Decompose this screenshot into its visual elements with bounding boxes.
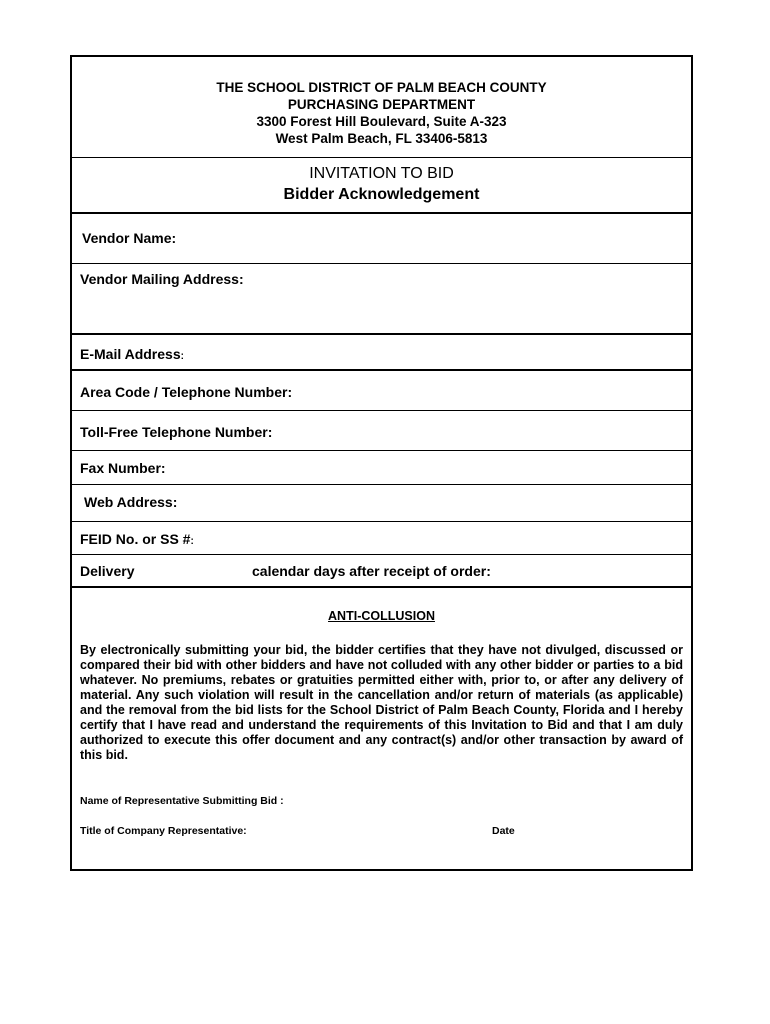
telephone-field[interactable] xyxy=(72,371,691,411)
vendor-name-label: Vendor Name: xyxy=(82,230,177,246)
fax-label: Fax Number: xyxy=(80,460,166,476)
rep-title-label: Title of Company Representative: xyxy=(80,825,247,837)
mailing-address-field[interactable] xyxy=(72,264,691,335)
title-sub: Bidder Acknowledgement xyxy=(283,186,480,203)
form-title xyxy=(72,158,691,214)
toll-free-label: Toll-Free Telephone Number: xyxy=(80,424,273,440)
rep-name-label: Name of Representative Submitting Bid : xyxy=(80,795,284,807)
vendor-name-field[interactable] xyxy=(72,214,691,264)
toll-free-field[interactable] xyxy=(72,411,691,451)
title-main: INVITATION TO BID xyxy=(309,165,454,182)
delivery-label: Delivery xyxy=(80,563,135,579)
fax-field[interactable] xyxy=(72,451,691,485)
web-address-field[interactable] xyxy=(72,485,691,522)
feid-label: FEID No. or SS #: xyxy=(80,531,194,547)
header-district: THE SCHOOL DISTRICT OF PALM BEACH COUNTY xyxy=(216,80,547,95)
form-header xyxy=(72,57,691,158)
telephone-label: Area Code / Telephone Number: xyxy=(80,384,293,400)
delivery-days-label: calendar days after receipt of order: xyxy=(252,563,491,579)
date-label: Date xyxy=(492,825,515,837)
email-label: E-Mail Address: xyxy=(80,346,184,362)
web-address-label: Web Address: xyxy=(84,494,178,510)
email-field[interactable] xyxy=(72,335,691,371)
header-address: 3300 Forest Hill Boulevard, Suite A-323 xyxy=(256,114,507,129)
bid-form xyxy=(70,55,693,871)
mailing-address-label: Vendor Mailing Address: xyxy=(80,271,244,287)
anti-collusion-text: By electronically submitting your bid, the bidder certifies that they have not divulged, discussed or compared their bid with other bidders and have not colluded with any other bidder or parties to a bid whatever. No premiums, rebates or gratuities permitted either with, prior to, or after any delivery of material. Any such violation will result in the cancellation and/or return of materials (as applicable) and the removal from the bid lists for the School District of Palm Beach County, Florida and I hereby certify that I have read and understand the requirements of this Invitation to Bid and that I am duly authorized to execute this offer document and any contract(s) and/or other transaction by award of this bid. xyxy=(80,643,683,762)
feid-field[interactable] xyxy=(72,522,691,555)
header-city: West Palm Beach, FL 33406-5813 xyxy=(275,131,488,146)
delivery-field[interactable] xyxy=(72,555,691,588)
header-department: PURCHASING DEPARTMENT xyxy=(287,97,476,112)
anti-collusion-heading: ANTI-COLLUSION xyxy=(328,609,435,623)
